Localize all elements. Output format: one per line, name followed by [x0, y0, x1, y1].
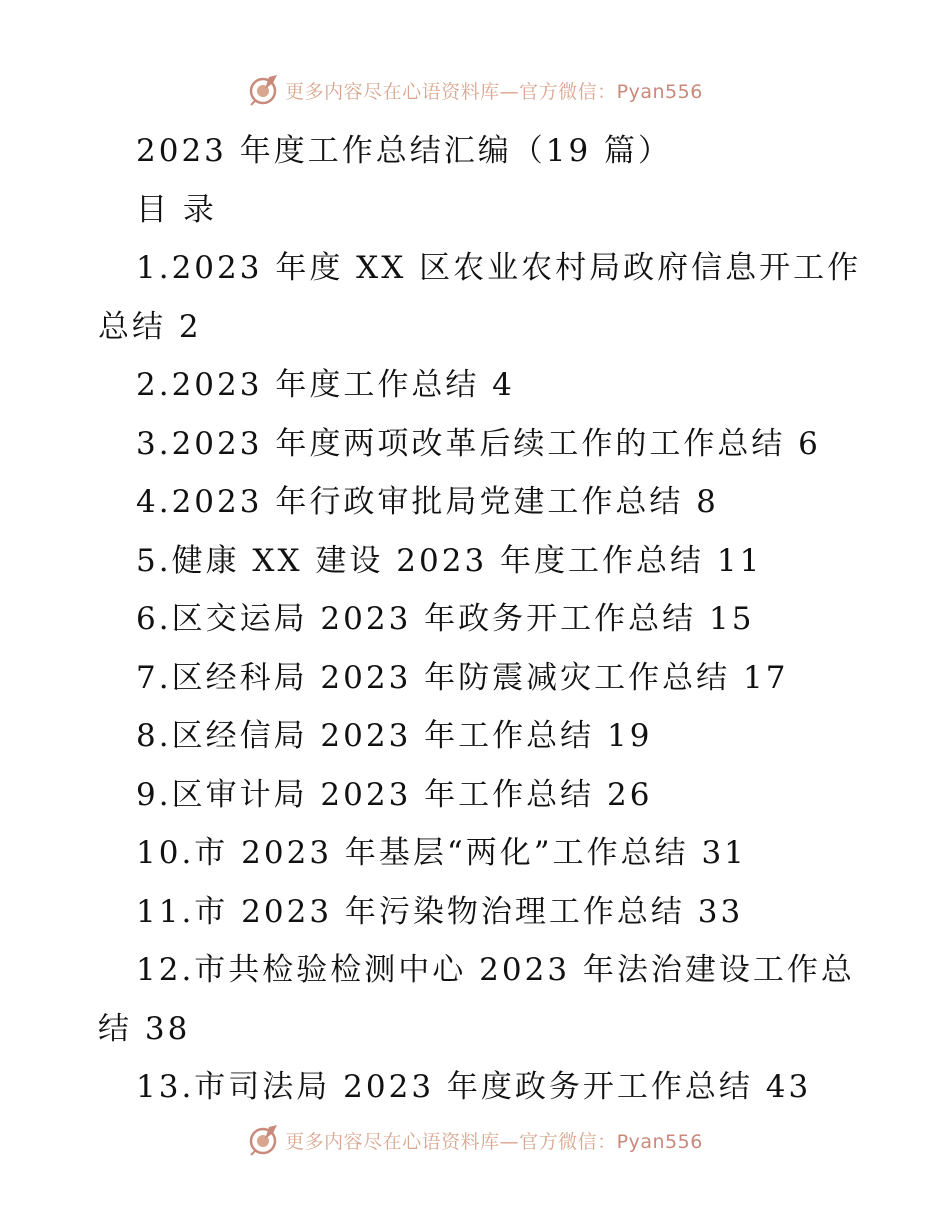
toc-entry: 9.区审计局 2023 年工作总结 26 — [136, 776, 653, 813]
watermark-text: 更多内容尽在心语资料库—官方微信：Pyan556 — [285, 1130, 703, 1153]
toc-content — [98, 122, 862, 1117]
quill-seal-icon — [247, 73, 281, 107]
toc-entry: 6.区交运局 2023 年政务开工作总结 15 — [136, 601, 755, 637]
toc-entry: 5.健康 XX 建设 2023 年度工作总结 11 — [136, 542, 763, 579]
toc-entry: 8.区经信局 2023 年工作总结 19 — [136, 718, 653, 754]
toc-entry: 结 38 — [98, 1010, 191, 1047]
watermark-banner-top — [0, 70, 950, 110]
watermark-banner-bottom — [0, 1120, 950, 1160]
watermark-text: 更多内容尽在心语资料库—官方微信：Pyan556 — [285, 80, 703, 103]
document-title: 2023 年度工作总结汇编（19 篇） — [136, 133, 673, 169]
toc-entry: 3.2023 年度两项改革后续工作的工作总结 6 — [136, 425, 821, 462]
toc-entry: 7.区经科局 2023 年防震减灾工作总结 17 — [136, 659, 789, 696]
toc-entry: 13.市司法局 2023 年度政务开工作总结 43 — [136, 1069, 812, 1105]
toc-entry: 2.2023 年度工作总结 4 — [136, 367, 515, 403]
toc-heading: 目 录 — [136, 191, 217, 228]
toc-entry: 总结 2 — [98, 308, 202, 345]
toc-entry: 10.市 2023 年基层“两化”工作总结 31 — [136, 835, 747, 871]
toc-entry: 12.市共检验检测中心 2023 年法治建设工作总 — [136, 952, 855, 988]
toc-list — [98, 239, 862, 1117]
toc-entry: 4.2023 年行政审批局党建工作总结 8 — [136, 484, 719, 520]
quill-seal-icon — [247, 1123, 281, 1157]
toc-entry: 11.市 2023 年污染物治理工作总结 33 — [136, 893, 744, 930]
toc-entry: 1.2023 年度 XX 区农业农村局政府信息开工作 — [136, 250, 862, 286]
